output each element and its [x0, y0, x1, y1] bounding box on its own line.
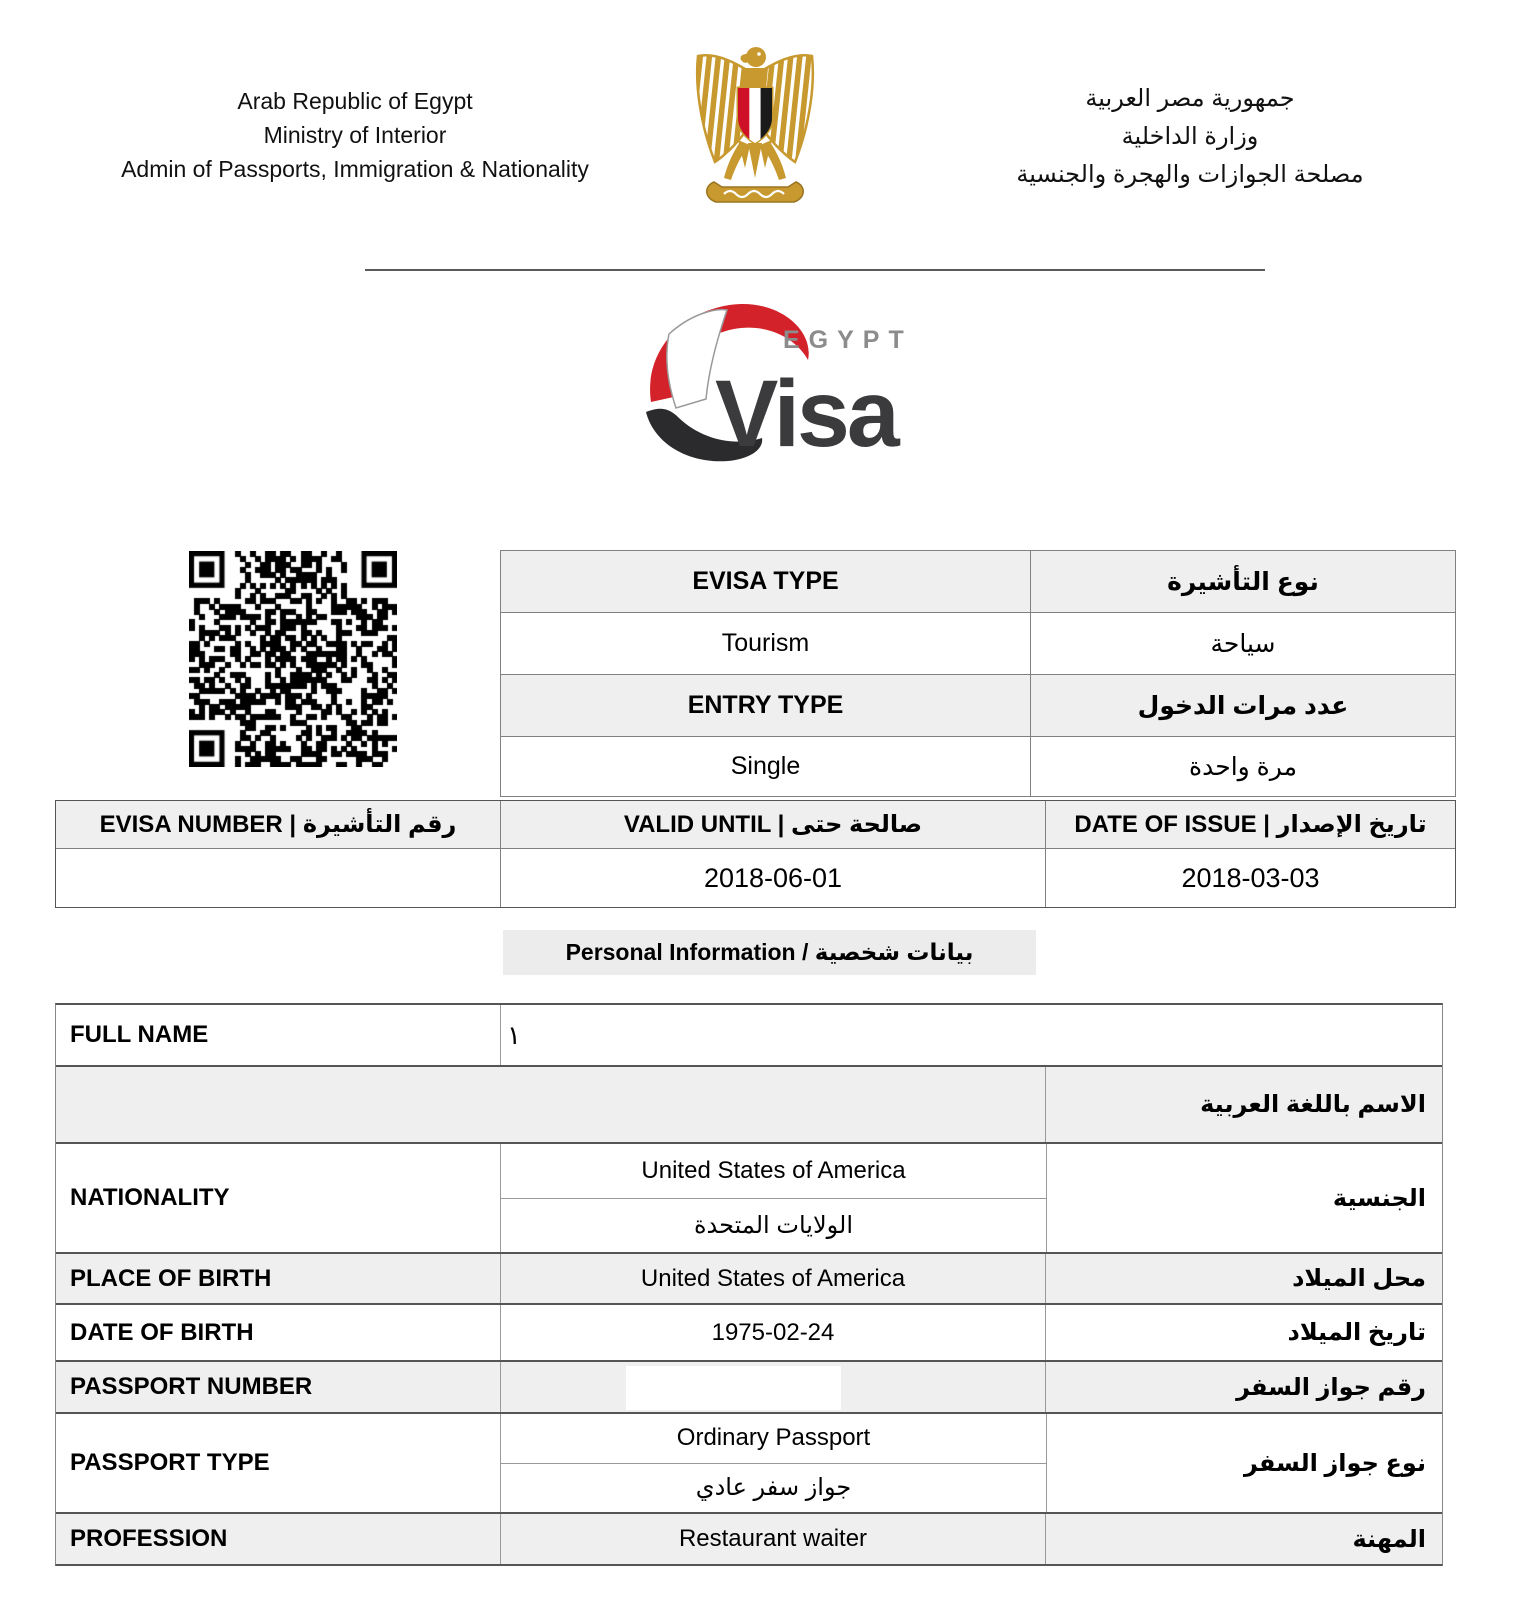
entry-type-header-en: ENTRY TYPE: [501, 675, 1031, 736]
passport-type-value-en: Ordinary Passport: [501, 1414, 1046, 1464]
passport-number-label: PASSPORT NUMBER: [56, 1362, 501, 1412]
date-of-issue-header: DATE OF ISSUE | تاريخ الإصدار: [1074, 811, 1427, 838]
entry-type-value-ar: مرة واحدة: [1189, 752, 1297, 781]
header-en-line2: Ministry of Interior: [263, 122, 447, 148]
evisa-logo: [615, 296, 910, 473]
passport-type-label-ar: نوع جواز السفر: [1243, 1449, 1426, 1477]
profession-value: Restaurant waiter: [501, 1514, 1046, 1564]
passport-number-redaction: [626, 1366, 841, 1410]
header-english: [75, 84, 635, 186]
header-divider-line: [365, 269, 1265, 271]
issue-band-header-row: [56, 801, 1455, 849]
passport-type-label: PASSPORT TYPE: [56, 1414, 501, 1512]
nationality-label-ar: الجنسية: [1332, 1184, 1426, 1212]
header-ar-line3: مصلحة الجوازات والهجرة والجنسية: [1016, 161, 1364, 188]
logo-visa-text: Visa: [715, 361, 897, 467]
date-of-birth-row: [56, 1305, 1442, 1362]
evisa-type-header-en: EVISA TYPE: [501, 551, 1031, 612]
passport-number-label-ar: رقم جواز السفر: [1236, 1373, 1426, 1401]
entry-type-value-en: Single: [501, 737, 1031, 796]
place-of-birth-label-ar: محل الميلاد: [1292, 1265, 1426, 1292]
nationality-values: [501, 1144, 1047, 1252]
evisa-type-value-ar: سياحة: [1210, 629, 1276, 658]
nationality-label: NATIONALITY: [56, 1144, 501, 1252]
egypt-coat-of-arms-icon: [690, 42, 820, 215]
date-of-issue-value: 2018-03-03: [1181, 862, 1320, 893]
table-row: [501, 613, 1455, 675]
place-of-birth-value: United States of America: [501, 1254, 1046, 1303]
valid-until-header: VALID UNTIL | صالحة حتى: [501, 801, 1046, 848]
personal-information-title: Personal Information / بيانات شخصية: [503, 930, 1036, 975]
evisa-number-value: [56, 849, 501, 907]
entry-type-header-ar: عدد مرات الدخول: [1137, 691, 1349, 720]
full-name-label: FULL NAME: [56, 1005, 501, 1065]
nationality-value-en: United States of America: [501, 1144, 1046, 1199]
arabic-name-value: [56, 1067, 1046, 1142]
profession-label-ar: المهنة: [1352, 1525, 1426, 1553]
header-arabic: [950, 80, 1430, 194]
arabic-name-row: [56, 1067, 1442, 1144]
passport-type-values: [501, 1414, 1047, 1512]
full-name-value: ١: [507, 1019, 521, 1050]
place-of-birth-row: [56, 1254, 1442, 1305]
profession-label: PROFESSION: [56, 1514, 501, 1564]
evisa-type-header-ar: نوع التأشيرة: [1167, 567, 1319, 596]
arabic-name-label: الاسم باللغة العربية: [1200, 1091, 1426, 1118]
table-row: [501, 675, 1455, 737]
passport-type-row: [56, 1414, 1442, 1514]
full-name-row: [56, 1005, 1442, 1067]
table-row: [501, 551, 1455, 613]
header-en-line3: Admin of Passports, Immigration & Nationality: [121, 156, 589, 182]
passport-number-value: [501, 1362, 1046, 1412]
nationality-row: [56, 1144, 1442, 1254]
table-row: [501, 737, 1455, 796]
valid-until-value: 2018-06-01: [501, 849, 1046, 907]
evisa-type-value-en: Tourism: [501, 613, 1031, 674]
header-en-line1: Arab Republic of Egypt: [237, 88, 473, 114]
nationality-value-ar: الولايات المتحدة: [693, 1211, 854, 1239]
evisa-number-header: EVISA NUMBER | رقم التأشيرة: [56, 801, 501, 848]
header-ar-line2: وزارة الداخلية: [1121, 123, 1259, 150]
visa-type-table: [500, 550, 1456, 797]
passport-type-value-ar: جواز سفر عادي: [695, 1474, 852, 1502]
date-of-birth-label-ar: تاريخ الميلاد: [1287, 1319, 1426, 1346]
profession-row: [56, 1514, 1442, 1564]
personal-information-table: [55, 1003, 1443, 1566]
place-of-birth-label: PLACE OF BIRTH: [56, 1254, 501, 1303]
logo-egypt-text: EGYPT: [783, 326, 910, 354]
issue-band-value-row: [56, 849, 1455, 907]
passport-number-row: [56, 1362, 1442, 1414]
issue-band: [55, 800, 1456, 908]
qr-code: [189, 551, 397, 767]
date-of-birth-label: DATE OF BIRTH: [56, 1305, 501, 1360]
date-of-birth-value: 1975-02-24: [501, 1305, 1046, 1360]
header-ar-line1: جمهورية مصر العربية: [1085, 85, 1295, 112]
